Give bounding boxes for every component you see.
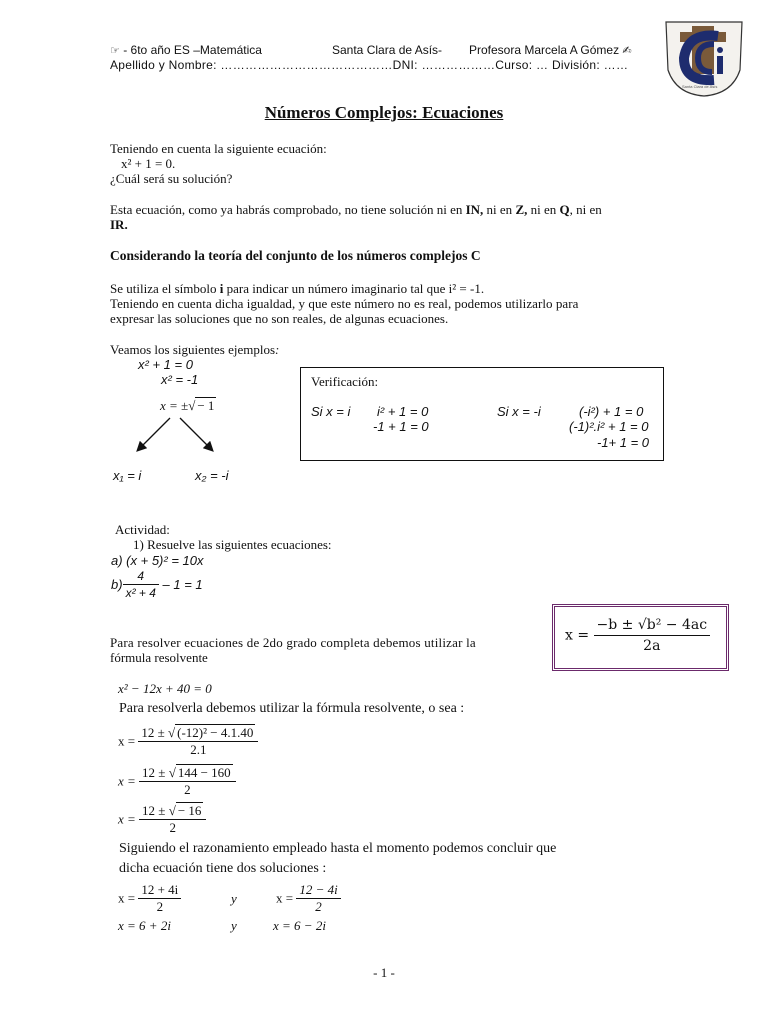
- worked-result-1: x = $\frac{12 + 4i}{2}$: [118, 882, 181, 915]
- worked-step-1: x = $\frac{\text{12 ± √ (-12)² − 4.1.40}}{2.1}$: [118, 725, 258, 758]
- verification-case-2-head: Si x = -i: [497, 404, 541, 419]
- root-x1: x₁ = i: [113, 468, 142, 483]
- activity-title: Actividad:: [115, 522, 170, 537]
- intro-line: Teniendo en cuenta la siguiente ecuación:: [110, 141, 327, 156]
- verification-case-1-line-2: -1 + 1 = 0: [373, 419, 429, 434]
- example-sqrt: x = ±√ − 1: [160, 398, 215, 413]
- section-subtitle: Considerando la teoría del conjunto de los números complejos C: [110, 248, 481, 263]
- logo-caption: Santa Clara de Asís: [682, 84, 718, 89]
- quadratic-formula-box: [552, 604, 729, 671]
- examples-label: Veamos los siguientes ejemplos:: [110, 342, 280, 357]
- quadratic-formula: x = $\frac{\text{−b ± √b² − 4ac}}{2a}$: [565, 615, 710, 656]
- verification-case-2-line-3: -1+ 1 = 0: [597, 435, 650, 450]
- branch-arrows: [130, 414, 220, 458]
- intro-equation: x² + 1 = 0.: [121, 156, 176, 171]
- worked-conclusion-1: Siguiendo el razonamiento empleado hasta el momento podemos concluir que: [119, 841, 557, 856]
- header-school: Santa Clara de Asís-: [332, 43, 443, 57]
- worked-step-3: x = $\frac{12 \pm √ - 16}{2}$: [118, 803, 206, 836]
- verification-case-2-line-2: (-1)².i² + 1 = 0: [569, 419, 649, 434]
- worked-intro: Para resolverla debemos utilizar la fórmula resolvente, o sea :: [119, 701, 465, 716]
- resolvente-text-2: fórmula resolvente: [110, 650, 208, 665]
- verification-case-1-line-1: i² + 1 = 0: [377, 404, 429, 419]
- symbol-paragraph-3: expresar las soluciones que no son reales, de algunas ecuaciones.: [110, 311, 449, 326]
- activity-a: a) (x + 5)² = 10x: [111, 553, 204, 568]
- symbol-paragraph-2: Teniendo en cuenta dicha igualdad, y que este número no es real, podemos utilizarlo para: [110, 296, 579, 311]
- header-student-fields: Apellido y Nombre: ……………………………………DNI: ………………Curso: … División: ……: [110, 58, 629, 72]
- verification-box: [300, 367, 664, 461]
- root-x2: x₂ = -i: [195, 468, 229, 483]
- verification-case-2-line-1: (-i²) + 1 = 0: [579, 404, 644, 419]
- header-teacher: Profesora Marcela A Gómez: [469, 43, 620, 57]
- worked-step-2: x = $\frac{12 \pm √ 144 - 160}{2}$: [118, 765, 236, 798]
- no-solution-ir: IR.: [110, 217, 128, 232]
- worked-y-1: y: [231, 891, 237, 906]
- worked-result-2: x = $\frac{12 - 4i}{2}$: [276, 882, 341, 915]
- worked-final-2: x = 6 − 2i: [273, 918, 326, 933]
- worked-final-1: x = 6 + 2i: [118, 918, 171, 933]
- writing-hand-icon: ✍: [622, 45, 632, 57]
- header-teacher-line: [469, 43, 632, 57]
- intro-question: ¿Cuál será su solución?: [110, 171, 233, 186]
- pointing-hand-icon: ☞: [110, 45, 120, 57]
- worked-equation: x² − 12x + 40 = 0: [118, 681, 212, 696]
- example-eq-2: x² = -1: [161, 372, 199, 387]
- header-course: - 6to año ES –Matemática: [123, 43, 262, 57]
- no-solution-text: Esta ecuación, como ya habrás comprobado, no tiene solución ni en IN, ni en Z, ni en Q, ni en: [110, 202, 602, 217]
- activity-b: b) $\frac{4}{\text{x² + 4}}$ – 1 = 1: [111, 569, 203, 600]
- symbol-paragraph-1: Se utiliza el símbolo i para indicar un número imaginario tal que i² = -1.: [110, 281, 485, 296]
- activity-item-1: 1) Resuelve las siguientes ecuaciones:: [133, 537, 332, 552]
- resolvente-text-1: Para resolver ecuaciones de 2do grado completa debemos utilizar la: [110, 635, 476, 650]
- worked-conclusion-2: dicha ecuación tiene dos soluciones :: [119, 861, 327, 876]
- worked-y-2: y: [231, 918, 237, 933]
- page-title: Números Complejos: Ecuaciones: [264, 103, 504, 122]
- page-number: - 1 -: [373, 965, 395, 980]
- header-line-1: [110, 43, 262, 57]
- example-eq-1: x² + 1 = 0: [138, 357, 193, 372]
- verification-title: Verificación:: [311, 374, 379, 389]
- school-logo: [662, 18, 746, 98]
- verification-case-1-head: Si x = i: [311, 404, 351, 419]
